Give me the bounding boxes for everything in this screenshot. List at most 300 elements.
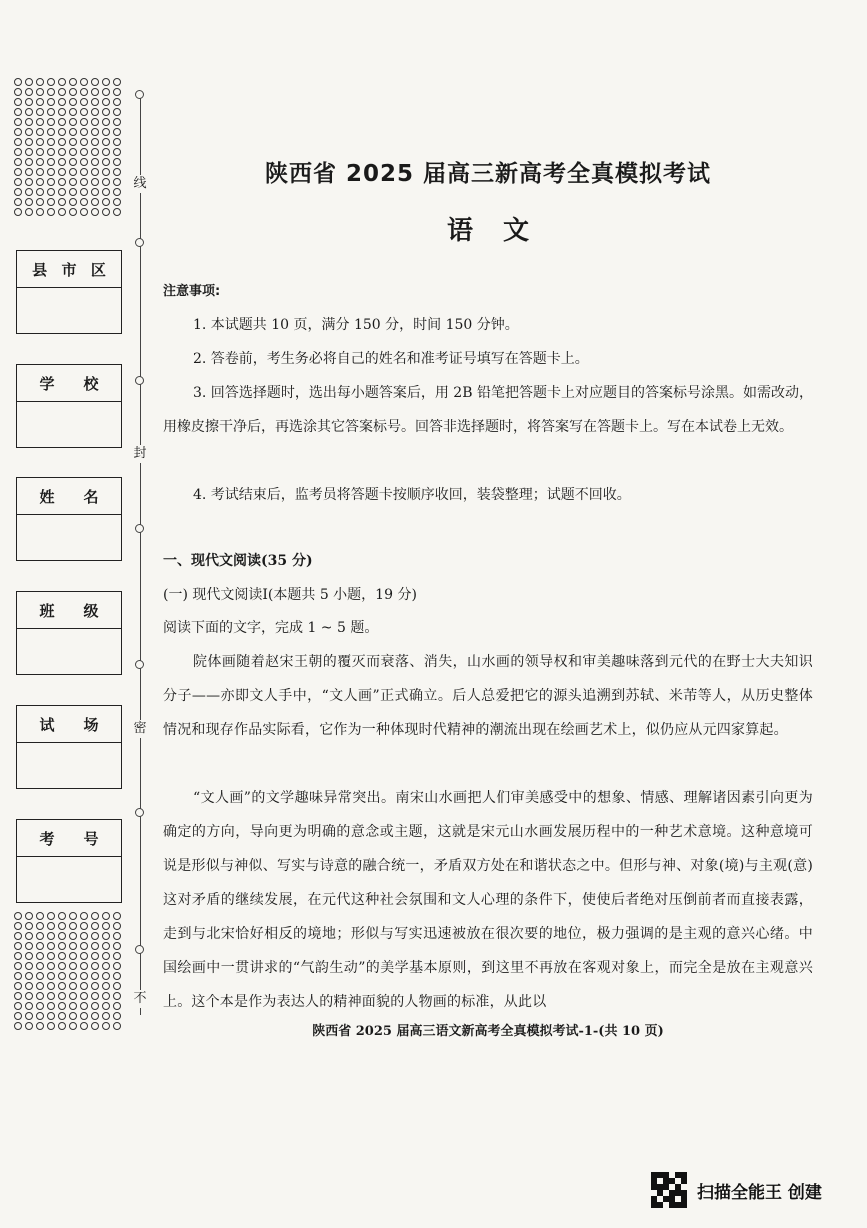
field-county-label: 县 市 区: [17, 251, 121, 288]
binding-hole: [80, 198, 88, 206]
cut-dot: [135, 660, 144, 669]
binding-hole: [80, 208, 88, 216]
binding-hole: [69, 962, 77, 970]
binding-hole: [91, 188, 99, 196]
binding-hole: [25, 1012, 33, 1020]
binding-hole: [80, 972, 88, 980]
binding-hole: [25, 1022, 33, 1030]
binding-hole: [25, 138, 33, 146]
binding-hole: [47, 168, 55, 176]
binding-hole: [91, 148, 99, 156]
qr-code-icon: [651, 1172, 687, 1208]
binding-hole: [25, 912, 33, 920]
field-name[interactable]: [16, 477, 122, 561]
binding-hole: [91, 1022, 99, 1030]
binding-hole: [25, 188, 33, 196]
field-exam-number[interactable]: [16, 819, 122, 903]
binding-hole: [36, 168, 44, 176]
binding-hole: [80, 108, 88, 116]
binding-hole: [102, 1002, 110, 1010]
binding-hole: [25, 88, 33, 96]
binding-hole: [80, 98, 88, 106]
binding-hole: [47, 972, 55, 980]
binding-hole: [47, 912, 55, 920]
binding-hole: [91, 108, 99, 116]
binding-hole: [91, 972, 99, 980]
binding-hole: [69, 912, 77, 920]
binding-hole: [91, 992, 99, 1000]
binding-hole: [80, 1002, 88, 1010]
binding-hole: [91, 158, 99, 166]
binding-hole: [80, 932, 88, 940]
binding-hole: [36, 1022, 44, 1030]
binding-hole: [69, 932, 77, 940]
note-item: 3. 回答选择题时，选出每小题答案后，用 2B 铅笔把答题卡上对应题目的答案标号涂黑。如需改动，用橡皮擦干净后，再选涂其它答案标号。回答非选择题时，将答案写在答题卡上。写在本试卷上无效。: [163, 385, 813, 435]
binding-hole: [14, 188, 22, 196]
binding-hole: [47, 1002, 55, 1010]
binding-hole: [47, 198, 55, 206]
binding-hole: [47, 942, 55, 950]
binding-hole: [58, 982, 66, 990]
binding-hole: [58, 1012, 66, 1020]
binding-hole: [113, 188, 121, 196]
binding-hole: [36, 962, 44, 970]
binding-hole: [58, 1002, 66, 1010]
passage-paragraph: 院体画随着赵宋王朝的覆灭而衰落、消失，山水画的领导权和审美趣味落到元代的在野士大夫知识分子——亦即文人手中，“文人画”正式确立。后人总爱把它的源头追溯到苏轼、米芾等人，从历史整体情况和现存作品实际看，它作为一种体现时代精神的潮流出现在绘画艺术上，似仍应从元四家算起。: [163, 654, 813, 738]
binding-hole: [47, 982, 55, 990]
note-item: 1. 本试题共 10 页，满分 150 分，时间 150 分钟。: [193, 317, 519, 333]
binding-hole: [113, 108, 121, 116]
binding-hole: [102, 148, 110, 156]
binding-hole: [80, 1012, 88, 1020]
field-class-label: 班 级: [17, 592, 121, 629]
binding-hole: [36, 108, 44, 116]
passage-paragraph: “文人画”的文学趣味异常突出。南宋山水画把人们审美感受中的想象、情感、理解诸因素引向更为确定的方向，导向更为明确的意念或主题，这就是宋元山水画发展历程中的一种艺术意境。这种意境可说是形似与神似、写实与诗意的融合统一，矛盾双方处在和谐状态之中。但形与神、对象(境)与主观(意)这对矛盾的继续发展，在元代这种社会氛围和文人心理的条件下，使使后者绝对压倒前者而直接表露，走到与北宋恰好相反的境地；形似与写实迅速被放在很次要的地位，极力强调的是主观的意兴心绪。中国绘画中一贯讲求的“气韵生动”的美学基本原则，到这里不再放在客观对象上，而完全是放在主观意兴上。这个本是作为表达人的精神面貌的人物画的标准，从此以: [163, 790, 813, 1010]
binding-hole: [91, 198, 99, 206]
binding-hole: [113, 128, 121, 136]
binding-hole: [91, 952, 99, 960]
cut-dot: [135, 524, 144, 533]
binding-hole: [113, 88, 121, 96]
binding-hole: [47, 932, 55, 940]
binding-hole: [102, 992, 110, 1000]
binding-hole: [58, 178, 66, 186]
binding-hole: [36, 198, 44, 206]
binding-hole: [25, 78, 33, 86]
binding-hole: [80, 118, 88, 126]
cut-dot: [135, 376, 144, 385]
binding-hole: [102, 982, 110, 990]
binding-hole: [14, 1002, 22, 1010]
binding-hole: [25, 942, 33, 950]
binding-hole: [25, 98, 33, 106]
binding-hole: [102, 972, 110, 980]
binding-hole: [36, 98, 44, 106]
binding-hole: [25, 168, 33, 176]
binding-hole: [91, 912, 99, 920]
binding-hole: [113, 942, 121, 950]
binding-hole: [36, 1002, 44, 1010]
binding-hole: [102, 952, 110, 960]
binding-hole: [102, 98, 110, 106]
binding-hole: [36, 972, 44, 980]
binding-hole: [113, 1002, 121, 1010]
binding-hole: [58, 148, 66, 156]
binding-hole: [14, 982, 22, 990]
binding-hole: [47, 1012, 55, 1020]
binding-hole: [14, 98, 22, 106]
binding-hole: [47, 1022, 55, 1030]
binding-hole: [14, 1022, 22, 1030]
binding-hole: [113, 922, 121, 930]
binding-hole: [69, 78, 77, 86]
binding-hole: [47, 992, 55, 1000]
binding-hole: [36, 78, 44, 86]
binding-hole: [102, 168, 110, 176]
binding-hole: [14, 1012, 22, 1020]
binding-hole: [69, 1012, 77, 1020]
binding-hole: [25, 982, 33, 990]
binding-hole: [47, 108, 55, 116]
binding-hole: [14, 168, 22, 176]
binding-hole: [69, 178, 77, 186]
binding-hole: [80, 148, 88, 156]
binding-hole: [80, 168, 88, 176]
binding-hole: [91, 118, 99, 126]
binding-hole: [58, 188, 66, 196]
scanner-watermark: [651, 1172, 822, 1208]
binding-hole: [69, 1002, 77, 1010]
binding-hole: [80, 982, 88, 990]
binding-hole: [36, 208, 44, 216]
binding-hole: [91, 942, 99, 950]
binding-holes-bottom: [14, 912, 126, 1030]
binding-hole: [91, 932, 99, 940]
binding-hole: [36, 1012, 44, 1020]
binding-hole: [25, 922, 33, 930]
binding-hole: [113, 78, 121, 86]
binding-hole: [102, 1012, 110, 1020]
binding-hole: [69, 992, 77, 1000]
binding-hole: [58, 88, 66, 96]
binding-hole: [113, 1022, 121, 1030]
binding-hole: [102, 78, 110, 86]
binding-hole: [36, 942, 44, 950]
page-footer: 陕西省 2025 届高三语文新高考全真模拟考试-1-(共 10 页): [312, 1024, 664, 1039]
binding-hole: [36, 148, 44, 156]
note-item: 4. 考试结束后，监考员将答题卡按顺序收回，装袋整理；试题不回收。: [193, 487, 631, 503]
binding-hole: [91, 138, 99, 146]
binding-hole: [91, 98, 99, 106]
binding-hole: [69, 118, 77, 126]
field-exam-number-label: 考 号: [17, 820, 121, 857]
binding-hole: [25, 972, 33, 980]
binding-hole: [25, 128, 33, 136]
binding-hole: [80, 942, 88, 950]
binding-hole: [69, 208, 77, 216]
binding-hole: [113, 932, 121, 940]
binding-hole: [47, 922, 55, 930]
binding-hole: [14, 922, 22, 930]
binding-hole: [102, 912, 110, 920]
binding-hole: [58, 912, 66, 920]
binding-hole: [113, 972, 121, 980]
binding-hole: [58, 992, 66, 1000]
section-heading: 一、现代文阅读(35 分): [163, 553, 313, 569]
binding-hole: [25, 108, 33, 116]
binding-hole: [80, 922, 88, 930]
binding-hole: [58, 78, 66, 86]
watermark-text: 扫描全能王 创建: [697, 1182, 822, 1203]
binding-hole: [14, 88, 22, 96]
binding-hole: [58, 1022, 66, 1030]
binding-hole: [113, 168, 121, 176]
binding-hole: [36, 992, 44, 1000]
binding-hole: [102, 158, 110, 166]
binding-hole: [47, 88, 55, 96]
binding-hole: [91, 178, 99, 186]
binding-hole: [25, 1002, 33, 1010]
binding-hole: [69, 942, 77, 950]
binding-hole: [69, 952, 77, 960]
binding-hole: [14, 952, 22, 960]
part-heading: (一) 现代文阅读Ⅰ(本题共 5 小题，19 分): [163, 587, 417, 603]
reading-instruction: 阅读下面的文字，完成 1 ~ 5 题。: [163, 620, 379, 636]
binding-hole: [113, 138, 121, 146]
binding-hole: [69, 198, 77, 206]
binding-hole: [80, 992, 88, 1000]
binding-hole: [102, 108, 110, 116]
binding-hole: [91, 128, 99, 136]
binding-hole: [58, 138, 66, 146]
binding-hole: [47, 158, 55, 166]
binding-hole: [47, 128, 55, 136]
binding-hole: [69, 88, 77, 96]
field-name-label: 姓 名: [17, 478, 121, 515]
field-school[interactable]: [16, 364, 122, 448]
cut-line: [140, 95, 141, 1015]
binding-hole: [25, 148, 33, 156]
cut-dot: [135, 945, 144, 954]
binding-hole: [25, 208, 33, 216]
binding-hole: [113, 158, 121, 166]
binding-hole: [102, 118, 110, 126]
binding-hole: [91, 168, 99, 176]
binding-hole: [25, 932, 33, 940]
binding-hole: [69, 982, 77, 990]
exam-subject: 语文: [446, 216, 559, 246]
binding-hole: [58, 208, 66, 216]
notes-heading: 注意事项:: [163, 284, 221, 299]
binding-hole: [102, 1022, 110, 1030]
binding-hole: [69, 108, 77, 116]
binding-hole: [14, 992, 22, 1000]
binding-hole: [113, 98, 121, 106]
cut-dot: [135, 90, 144, 99]
cut-char-feng: 封: [130, 445, 150, 463]
binding-hole: [58, 198, 66, 206]
binding-hole: [91, 1012, 99, 1020]
binding-hole: [14, 78, 22, 86]
binding-hole: [80, 962, 88, 970]
binding-hole: [25, 178, 33, 186]
cut-dot: [135, 808, 144, 817]
field-county[interactable]: [16, 250, 122, 334]
binding-hole: [36, 188, 44, 196]
cut-char-mi: 密: [130, 720, 150, 738]
binding-hole: [69, 98, 77, 106]
binding-hole: [91, 982, 99, 990]
binding-hole: [14, 158, 22, 166]
binding-hole: [25, 198, 33, 206]
binding-hole: [80, 188, 88, 196]
binding-hole: [113, 208, 121, 216]
exam-title: 陕西省 2025 届高三新高考全真模拟考试: [264, 161, 712, 187]
cut-dot: [135, 238, 144, 247]
binding-hole: [47, 962, 55, 970]
binding-hole: [80, 158, 88, 166]
binding-hole: [36, 118, 44, 126]
binding-hole: [113, 1012, 121, 1020]
binding-hole: [69, 158, 77, 166]
binding-hole: [58, 952, 66, 960]
binding-hole: [91, 1002, 99, 1010]
binding-hole: [47, 118, 55, 126]
binding-hole: [91, 78, 99, 86]
binding-hole: [25, 992, 33, 1000]
binding-hole: [36, 982, 44, 990]
binding-hole: [69, 128, 77, 136]
binding-hole: [80, 128, 88, 136]
binding-hole: [14, 972, 22, 980]
binding-hole: [36, 138, 44, 146]
binding-hole: [36, 952, 44, 960]
binding-hole: [25, 118, 33, 126]
binding-hole: [58, 932, 66, 940]
binding-hole: [58, 158, 66, 166]
binding-hole: [102, 198, 110, 206]
binding-hole: [113, 198, 121, 206]
binding-hole: [14, 108, 22, 116]
binding-hole: [102, 138, 110, 146]
binding-hole: [47, 138, 55, 146]
binding-hole: [36, 922, 44, 930]
binding-hole: [113, 962, 121, 970]
binding-hole: [69, 148, 77, 156]
binding-hole: [14, 208, 22, 216]
binding-hole: [58, 168, 66, 176]
binding-hole: [25, 952, 33, 960]
binding-hole: [14, 942, 22, 950]
binding-hole: [91, 922, 99, 930]
binding-hole: [80, 178, 88, 186]
binding-hole: [58, 108, 66, 116]
binding-hole: [14, 198, 22, 206]
binding-hole: [102, 932, 110, 940]
binding-hole: [14, 962, 22, 970]
binding-hole: [47, 98, 55, 106]
binding-hole: [47, 188, 55, 196]
note-item: 2. 答卷前，考生务必将自己的姓名和准考证号填写在答题卡上。: [193, 351, 589, 367]
binding-hole: [58, 128, 66, 136]
binding-hole: [36, 932, 44, 940]
binding-hole: [58, 98, 66, 106]
binding-hole: [36, 178, 44, 186]
binding-hole: [113, 148, 121, 156]
binding-hole: [47, 178, 55, 186]
binding-hole: [113, 982, 121, 990]
binding-hole: [47, 78, 55, 86]
binding-hole: [102, 942, 110, 950]
binding-hole: [14, 138, 22, 146]
binding-hole: [69, 168, 77, 176]
binding-hole: [102, 188, 110, 196]
binding-hole: [47, 208, 55, 216]
binding-hole: [58, 922, 66, 930]
binding-hole: [91, 208, 99, 216]
binding-hole: [102, 208, 110, 216]
binding-hole: [102, 88, 110, 96]
binding-hole: [58, 942, 66, 950]
cut-char-xian: 线: [130, 175, 150, 193]
binding-hole: [36, 88, 44, 96]
binding-hole: [80, 138, 88, 146]
binding-hole: [91, 962, 99, 970]
binding-hole: [91, 88, 99, 96]
binding-hole: [14, 148, 22, 156]
binding-hole: [80, 1022, 88, 1030]
binding-hole: [36, 912, 44, 920]
binding-hole: [25, 158, 33, 166]
binding-hole: [102, 178, 110, 186]
binding-hole: [25, 962, 33, 970]
binding-hole: [80, 952, 88, 960]
binding-hole: [14, 912, 22, 920]
binding-hole: [69, 922, 77, 930]
binding-hole: [69, 972, 77, 980]
binding-hole: [69, 1022, 77, 1030]
binding-hole: [58, 962, 66, 970]
binding-hole: [102, 922, 110, 930]
binding-hole: [14, 932, 22, 940]
binding-hole: [113, 992, 121, 1000]
binding-hole: [113, 178, 121, 186]
binding-hole: [14, 118, 22, 126]
binding-hole: [69, 138, 77, 146]
field-school-label: 学 校: [17, 365, 121, 402]
binding-hole: [47, 952, 55, 960]
binding-hole: [58, 972, 66, 980]
binding-hole: [80, 88, 88, 96]
cut-char-bu: 不: [130, 990, 150, 1008]
field-exam-room-label: 试 场: [17, 706, 121, 743]
binding-hole: [36, 128, 44, 136]
binding-hole: [47, 148, 55, 156]
field-exam-room[interactable]: [16, 705, 122, 789]
binding-hole: [102, 128, 110, 136]
binding-hole: [80, 912, 88, 920]
binding-hole: [36, 158, 44, 166]
binding-hole: [69, 188, 77, 196]
binding-hole: [102, 962, 110, 970]
field-class[interactable]: [16, 591, 122, 675]
binding-hole: [58, 118, 66, 126]
binding-hole: [14, 128, 22, 136]
binding-hole: [80, 78, 88, 86]
binding-hole: [113, 912, 121, 920]
binding-hole: [14, 178, 22, 186]
binding-holes-top: [14, 78, 126, 216]
